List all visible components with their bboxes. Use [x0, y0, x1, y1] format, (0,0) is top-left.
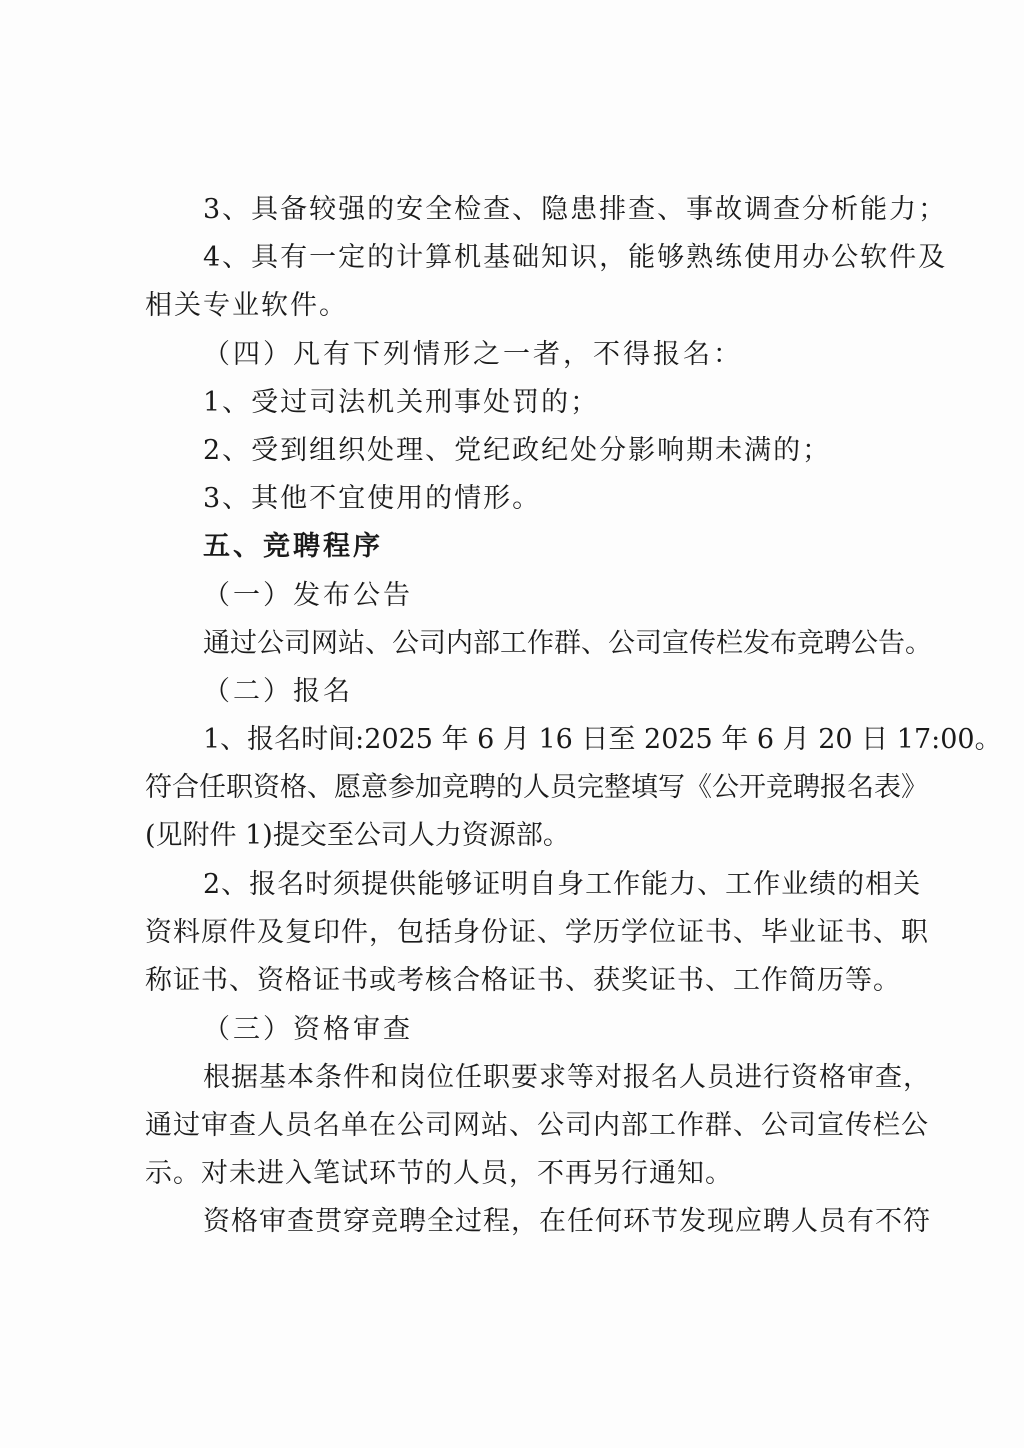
text-line: 相关专业软件。 [145, 290, 348, 321]
text-line: 1、报名时间:2025 年 6 月 16 日至 2025 年 6 月 20 日 17:00。 [203, 724, 1002, 755]
section-subheading: （一）发布公告 [203, 580, 413, 611]
text-line: 2、受到组织处理、党纪政纪处分影响期未满的； [203, 435, 832, 466]
text-line: 示。对未进入笔试环节的人员，不再另行通知。 [145, 1158, 733, 1189]
text-line: 根据基本条件和岗位任职要求等对报名人员进行资格审查， [203, 1062, 931, 1093]
text-line: 3、其他不宜使用的情形。 [203, 483, 542, 514]
text-line: (见附件 1)提交至公司人力资源部。 [145, 820, 570, 851]
text-line: 3、具备较强的安全检查、隐患排查、事故调查分析能力； [203, 194, 948, 225]
text-line: 1、受过司法机关刑事处罚的； [203, 387, 600, 418]
text-line: 称证书、资格证书或考核合格证书、获奖证书、工作简历等。 [145, 965, 901, 996]
section-subheading: （三）资格审查 [203, 1014, 413, 1045]
text-line: 通过公司网站、公司内部工作群、公司宣传栏发布竞聘公告。 [203, 628, 932, 659]
section-subheading: （二）报名 [203, 676, 353, 707]
text-line: 资料原件及复印件，包括身份证、学历学位证书、毕业证书、职 [145, 917, 929, 948]
text-line: 符合任职资格、愿意参加竞聘的人员完整填写《公开竞聘报名表》 [145, 772, 928, 803]
text-line: 资格审查贯穿竞聘全过程，在任何环节发现应聘人员有不符 [203, 1206, 931, 1237]
section-subheading: （四）凡有下列情形之一者，不得报名： [203, 339, 743, 370]
section-heading: 五、竞聘程序 [203, 531, 383, 562]
text-line: 2、报名时须提供能够证明自身工作能力、工作业绩的相关 [203, 869, 922, 900]
text-line: 通过审查人员名单在公司网站、公司内部工作群、公司宣传栏公 [145, 1110, 929, 1141]
text-line: 4、具有一定的计算机基础知识，能够熟练使用办公软件及 [203, 242, 948, 273]
